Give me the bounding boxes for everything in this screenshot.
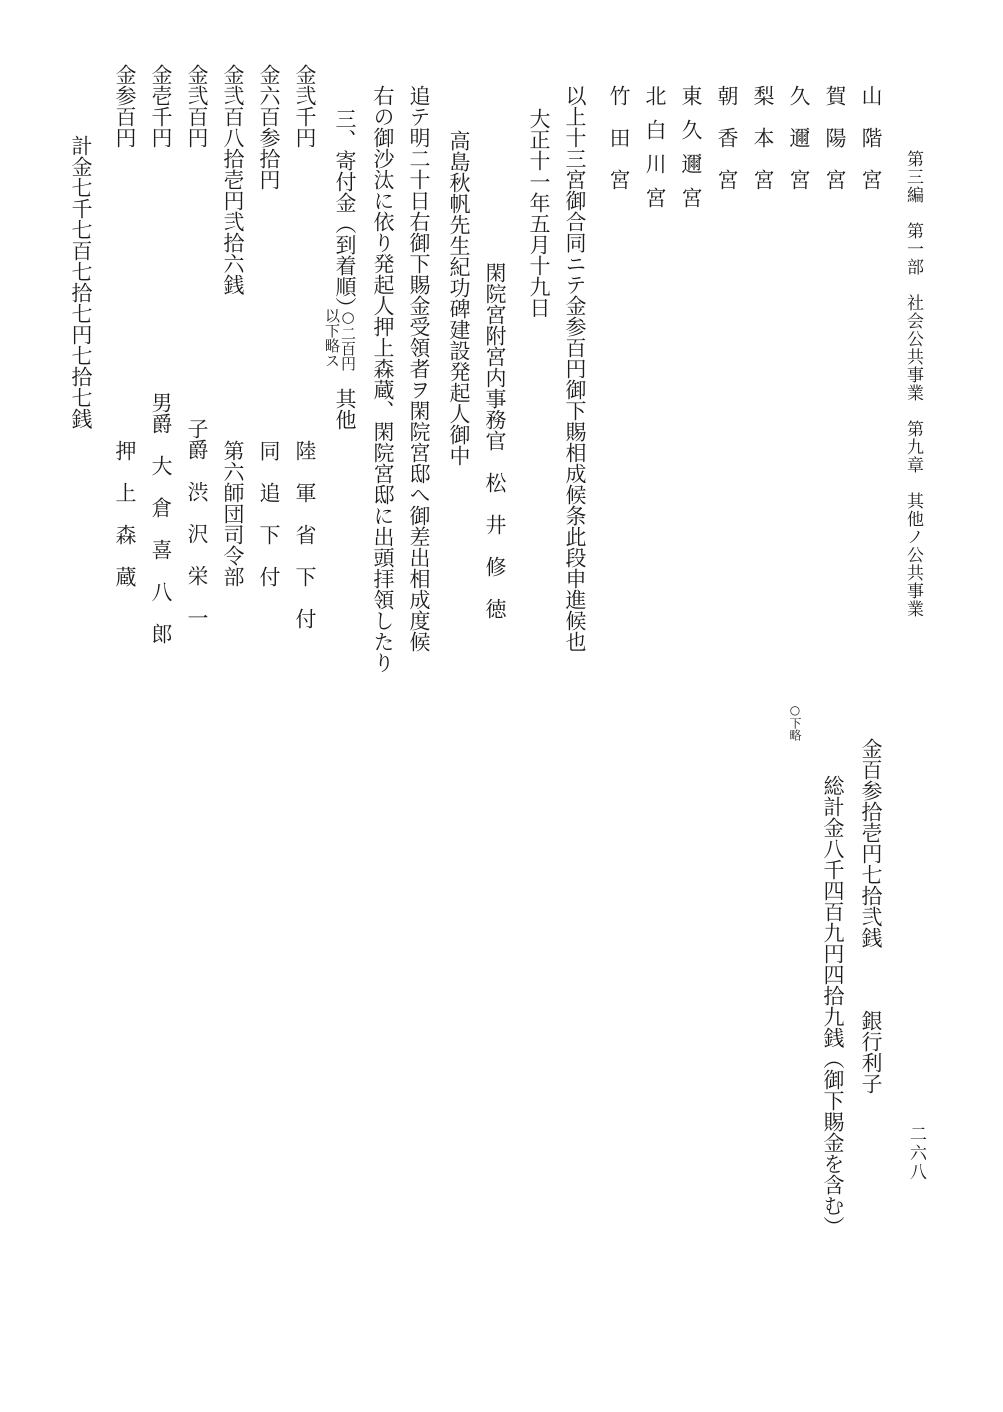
donor-name: 第六師団司令部 xyxy=(221,440,245,587)
donor-name: 陸 軍 省 下 付 xyxy=(293,440,317,629)
palace-name: 竹 田 宮 xyxy=(607,85,631,190)
official-signature: 閑院宮附宮内事務官 松 井 修 徳 xyxy=(483,262,507,619)
palace-name: 久 邇 宮 xyxy=(787,85,811,190)
donation-amount: 金弐百円 xyxy=(185,64,209,148)
donation-amount: 金六百参拾円 xyxy=(257,64,281,190)
donation-amount: 金弐百八拾壱円弐拾六銭 xyxy=(221,64,245,295)
donation-amount: 金弐千円 xyxy=(293,64,317,148)
donor-name: 男爵 大 倉 喜 八 郎 xyxy=(149,392,173,644)
section-heading: 三、寄付金（到着順） xyxy=(333,108,357,318)
omitted-note: ○下略 xyxy=(788,703,802,741)
addressee: 高島秋帆先生紀功碑建設発起人御中 xyxy=(447,130,471,466)
palace-name: 賀 陽 宮 xyxy=(823,85,847,190)
donation-amount: 金壱千円 xyxy=(149,64,173,148)
summary-line: 以上十三宮御合同ニテ金参百円御下賜相成候条此段申進候也 xyxy=(563,85,587,652)
section-note: ○二百円 xyxy=(339,308,357,371)
donation-amount: 金参百円 xyxy=(113,64,137,148)
palace-name: 東 久 邇 宮 xyxy=(679,85,703,204)
section-note: 以下略ス xyxy=(323,308,341,368)
palace-name: 梨 本 宮 xyxy=(751,85,775,190)
page-number: 二六八 xyxy=(906,1125,926,1182)
palace-name: 山 階 宮 xyxy=(859,85,883,190)
donor-name: 子爵 渋 沢 栄 一 xyxy=(185,418,209,628)
palace-name: 朝 香 宮 xyxy=(715,85,739,190)
palace-name: 北 白 川 宮 xyxy=(643,85,667,204)
grand-total: 総計金八千四百九円四拾九銭（御下賜金を含む） xyxy=(821,775,845,1237)
interest-label: 銀行利子 xyxy=(859,1010,883,1094)
date-line: 大正十一年五月十九日 xyxy=(527,108,551,318)
donor-name: 同 追 下 付 xyxy=(257,440,281,587)
postscript-paragraph: 追テ明二十日右御下賜金受領者ヲ閑院宮邸へ御差出相成度候 xyxy=(407,85,431,652)
interest-amount: 金百参拾壱円七拾弐銭 xyxy=(859,738,883,948)
total-line: 計金七千七百七拾七円七拾七銭 xyxy=(69,135,93,429)
receipt-paragraph: 右の御沙汰に依り発起人押上森蔵、閑院宮邸に出頭拝領したり xyxy=(371,85,395,673)
section-other: 其他 xyxy=(333,388,357,430)
running-header: 第三編 第一部 社会公共事業 第九章 其他ノ公共事業 xyxy=(903,150,923,618)
donor-name: 押 上 森 蔵 xyxy=(113,440,137,587)
